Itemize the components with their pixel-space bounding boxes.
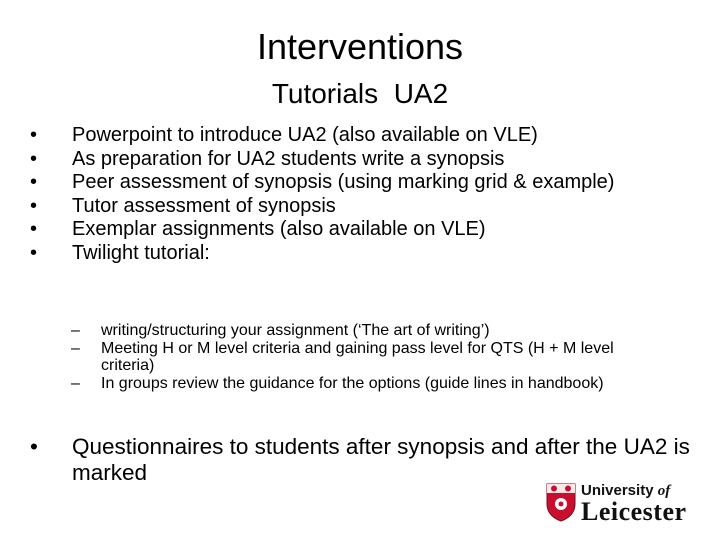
shield-icon xyxy=(545,482,577,522)
sub-bullet-item: – In groups review the guidance for the options (guide lines in handbook) xyxy=(71,375,671,393)
sub-bullet-item: – Meeting H or M level criteria and gaining pass level for QTS (H + M level criteria) xyxy=(71,340,671,375)
final-bullet-item: • Questionnaires to students after synopsis and after the UA2 is marked xyxy=(30,434,690,486)
final-bullet-list xyxy=(30,434,690,486)
bullet-item: • Tutor assessment of synopsis xyxy=(30,195,690,219)
sub-bullet-item: – writing/structuring your assignment (‘The art of writing’) xyxy=(71,322,671,340)
logo-text-of: of xyxy=(657,483,671,499)
bullet-item: • Powerpoint to introduce UA2 (also available on VLE) xyxy=(30,124,690,148)
logo-text-university: University of xyxy=(581,482,671,499)
bullet-item: • Exemplar assignments (also available on VLE) xyxy=(30,218,690,242)
logo-text-leicester: Leicester xyxy=(581,497,687,526)
university-logo xyxy=(545,480,715,530)
bullet-item: • Peer assessment of synopsis (using marking grid & example) xyxy=(30,171,690,195)
bullet-item: • As preparation for UA2 students write a synopsis xyxy=(30,148,690,172)
bullet-item: • Twilight tutorial: xyxy=(30,242,690,266)
slide-title: Interventions xyxy=(256,26,464,67)
main-bullet-list xyxy=(30,124,690,265)
slide-subtitle: Tutorials UA2 xyxy=(271,78,449,109)
sub-bullet-list xyxy=(71,322,671,392)
